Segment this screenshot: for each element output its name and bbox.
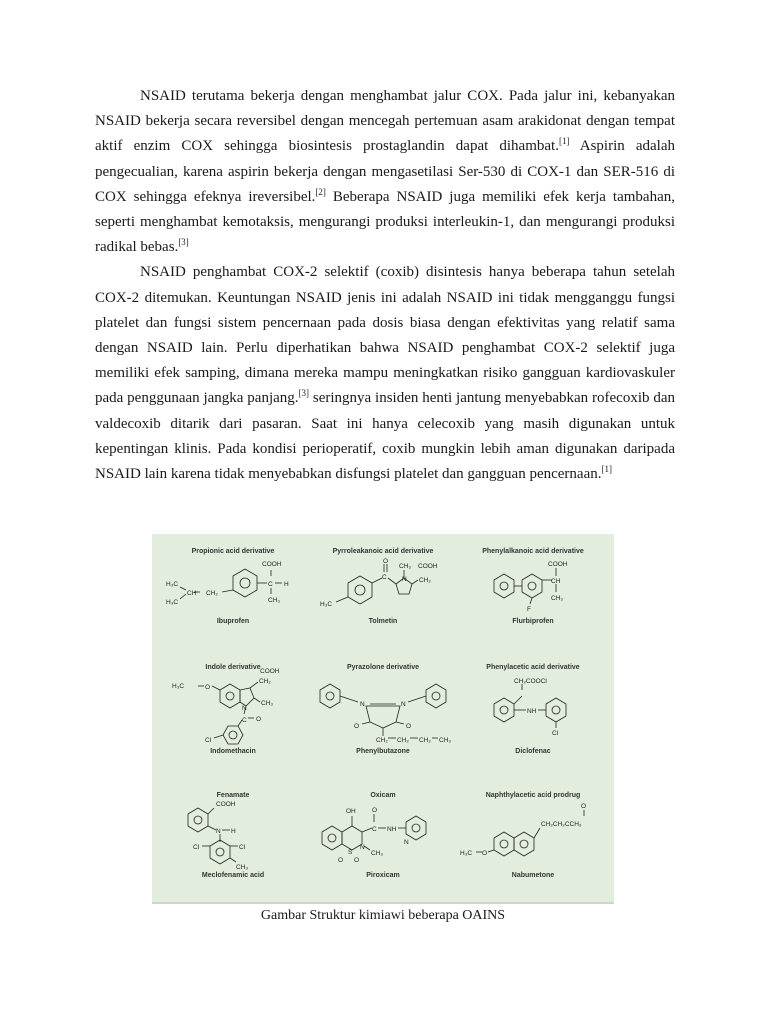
mol-label: Cl [239, 844, 246, 851]
mol-label: O [406, 723, 412, 730]
paragraph-text: seringnya insiden henti jantung menyebabkan rofecoxib dan valdecoxib ditarik dari pasaran. Saat ini hanya celecoxib yang masih digunakan untuk kepentingan klinis. Pada kondisi perioperatif, coxib mungkin lebih aman digunakan daripada NSAID lain karena tidak menyebabkan disfungsi platelet dan gangguan pencernaan. [95, 390, 675, 483]
drug-name: Meclofenamic acid [201, 872, 265, 879]
mol-label: CH₂ [419, 577, 431, 584]
structure-cell-phenylbutazone [308, 656, 458, 778]
structure-cell-flurbiprofen [458, 540, 608, 662]
structure-category: Pyrroleakanoic acid derivative [332, 548, 434, 555]
mol-label: COOH [260, 668, 280, 675]
mol-label: O [372, 807, 378, 814]
mol-label: NH [527, 708, 537, 715]
mol-label: O [205, 684, 211, 691]
mol-label: O [581, 803, 587, 810]
mol-label: N [402, 576, 407, 583]
mol-label: CH [187, 590, 197, 597]
structure-category: Phenylalkanoic acid derivative [482, 548, 584, 555]
flurbiprofen-structure [458, 558, 608, 620]
mol-label: C [242, 717, 247, 724]
mol-label: CH₃ [371, 850, 384, 857]
citation-ref: [2] [315, 186, 326, 197]
mol-label: CH₂ [206, 590, 218, 597]
mol-label: CH₃ [439, 737, 452, 744]
chemical-structures-figure [152, 534, 614, 904]
mol-label: CH₃ [268, 597, 281, 604]
mol-label: CH₂ [419, 737, 431, 744]
mol-label: H [284, 581, 289, 588]
paragraph-text: NSAID penghambat COX-2 selektif (coxib) disintesis hanya beberapa tahun setelah COX-2 ditemukan. Keuntungan NSAID jenis ini adalah NSAID ini tidak mengganggu fungsi platelet dan fungsi sistem pencernaan pada dosis biasa dengan efektivitas yang relatif sama dengan NSAID lain. Perlu diperhatikan bahwa NSAID penghambat COX-2 selektif juga memiliki efek samping, dimana mereka mampu meningkatkan risiko gangguan kardiovaskuler pada penggunaan jangka panjang. [95, 264, 675, 407]
mol-label: H₃C [166, 599, 179, 606]
mol-label: CH₂CH₂CCH₃ [541, 821, 582, 828]
mol-label: N [360, 701, 365, 708]
phenylbutazone-structure [308, 674, 458, 750]
structure-category: Phenylacetic acid derivative [486, 664, 580, 671]
mol-label: F [527, 606, 531, 613]
meclofenamic-acid-structure [158, 802, 308, 876]
mol-label: OH [346, 808, 356, 815]
mol-label: N [242, 705, 247, 712]
mol-label: H₃C [460, 850, 473, 857]
mol-label: H₃C [172, 683, 185, 690]
drug-name: Indomethacin [210, 748, 256, 755]
citation-ref: [3] [178, 237, 189, 248]
mol-label: N [404, 839, 409, 846]
mol-label: Cl [205, 737, 212, 744]
mol-label: Cl [552, 730, 559, 737]
drug-name: Flurbiprofen [512, 618, 554, 625]
mol-label: COOH [262, 561, 282, 568]
mol-label: CH₃ [261, 700, 274, 707]
mol-label: C [268, 581, 273, 588]
structure-category: Fenamate [216, 792, 250, 799]
drug-name: Piroxicam [366, 872, 400, 879]
structure-cell-meclofenamic-acid [158, 784, 308, 906]
mol-label: O [256, 716, 262, 723]
mol-label: CH₂ [376, 737, 388, 744]
paragraph-text: Aspirin adalah pengecualian, karena aspirin bekerja dengan mengasetilasi Ser-530 di COX-1 dan SER-516 di COX sehingga efeknya ireversibel. [95, 138, 675, 205]
structure-cell-indomethacin [158, 656, 308, 778]
structure-category: Indole derivative [205, 664, 261, 671]
mol-label: CH₂ [259, 678, 271, 685]
mol-label: COOH [216, 801, 236, 808]
nabumetone-structure [458, 802, 608, 876]
structure-cell-diclofenac [458, 656, 608, 778]
mol-label: N [216, 828, 221, 835]
body-text [95, 84, 675, 487]
mol-label: CH₃ [399, 563, 412, 570]
mol-label: H₃C [320, 601, 333, 608]
figure-caption: Gambar Struktur kimiawi beberapa OAINS [260, 908, 506, 923]
drug-name: Ibuprofen [216, 618, 250, 625]
structure-cell-nabumetone [458, 784, 608, 906]
structure-category: Propionic acid derivative [191, 548, 275, 555]
mol-label: O [354, 857, 360, 864]
mol-label: O [338, 857, 344, 864]
mol-label: CH₂ [397, 737, 409, 744]
mol-label: O [383, 558, 389, 565]
mol-label: COOH [418, 563, 438, 570]
piroxicam-structure [308, 802, 458, 876]
drug-name: Nabumetone [511, 872, 555, 879]
citation-ref: [1] [601, 464, 612, 475]
structure-category: Naphthylacetic acid prodrug [485, 792, 581, 799]
diclofenac-structure [458, 674, 608, 750]
mol-label: CH [551, 578, 561, 585]
paragraph [95, 260, 675, 487]
tolmetin-structure [308, 558, 458, 620]
mol-label: C [382, 574, 387, 581]
mol-label: N [401, 701, 406, 708]
mol-label: CH₃ [236, 864, 249, 871]
structure-cell-ibuprofen [158, 540, 308, 662]
structure-cell-piroxicam [308, 784, 458, 906]
drug-name: Diclofenac [515, 748, 551, 755]
mol-label: S [348, 849, 353, 856]
structure-cell-tolmetin [308, 540, 458, 662]
paragraph [95, 84, 675, 260]
mol-label: COOH [548, 561, 568, 568]
drug-name: Tolmetin [368, 618, 398, 625]
mol-label: O [482, 850, 488, 857]
indomethacin-structure [158, 668, 308, 750]
mol-label: N [360, 844, 365, 851]
mol-label: NH [387, 826, 397, 833]
mol-label: Cl [193, 844, 200, 851]
structure-category: Pyrazolone derivative [347, 664, 419, 671]
mol-label: C [372, 826, 377, 833]
structure-category: Oxicam [370, 792, 396, 799]
mol-label: CH₃ [551, 595, 564, 602]
paragraph-text: NSAID terutama bekerja dengan menghambat jalur COX. Pada jalur ini, kebanyakan NSAID bekerja secara reversibel dengan mencegah pertemuan asam arakidonat dengan tempat aktif enzim COX sehingga biosintesis prostaglandin dapat dihambat. [95, 88, 675, 155]
citation-ref: [3] [298, 388, 310, 399]
mol-label: CH₂COOCl [514, 678, 547, 685]
citation-ref: [1] [558, 136, 570, 147]
mol-label: O [354, 723, 360, 730]
ibuprofen-structure [158, 558, 308, 620]
mol-label: H [231, 828, 236, 835]
paragraph-text: Beberapa NSAID juga memiliki efek kerja tambahan, seperti menghambat kemotaksis, mengurangi produksi interleukin-1, dan mengurangi produksi radikal bebas. [95, 188, 675, 256]
drug-name: Phenylbutazone [356, 748, 410, 755]
mol-label: H₃C [166, 581, 179, 588]
